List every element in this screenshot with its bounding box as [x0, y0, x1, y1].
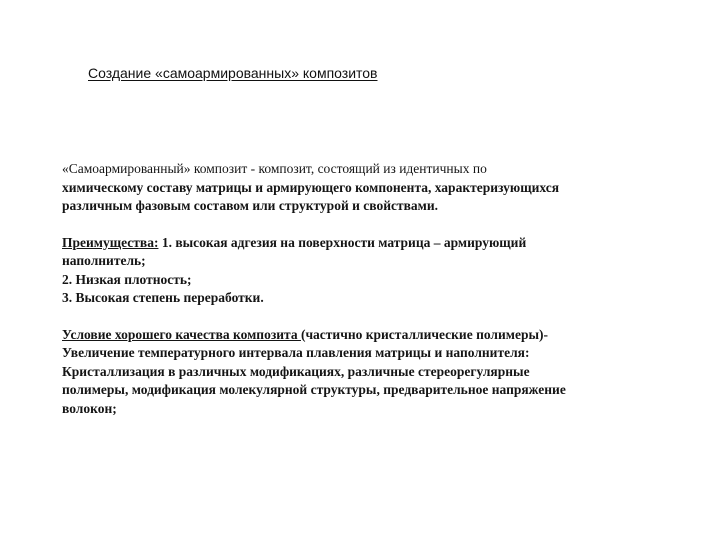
spacer [62, 216, 702, 234]
definition-paragraph [62, 160, 702, 216]
conditions-label: Условие хорошего качества композита [62, 326, 301, 342]
slide-title: Создание «самоармированных» композитов [88, 65, 378, 81]
conditions-line [62, 326, 702, 345]
advantages-label: Преимущества: [62, 234, 159, 250]
conditions-line: полимеры, модификация молекулярной структуры, предварительное напряжение [62, 382, 566, 397]
conditions-line: Кристаллизация в различных модификациях, различные стереорегулярные [62, 363, 530, 379]
definition-line: химическому составу матрицы и армирующего компонента, характеризующихся [62, 179, 560, 195]
advantage-item-3: 3. Высокая степень переработки. [62, 290, 264, 305]
conditions-note: (частично кристаллические полимеры)- [300, 326, 548, 342]
advantages-line [62, 234, 702, 253]
advantage-item-1: 1. высокая адгезия на поверхности матрица – армирующий [158, 234, 527, 250]
conditions-line: Увеличение температурного интервала плавления матрицы и наполнителя: [62, 345, 530, 360]
spacer [62, 308, 702, 326]
definition-line: различным фазовым составом или структурой и свойствами. [62, 198, 438, 213]
advantage-item-2: 2. Низкая плотность; [62, 271, 192, 287]
slide-body [62, 160, 702, 418]
advantages-paragraph [62, 234, 702, 308]
conditions-line: волокон; [62, 400, 117, 416]
conditions-paragraph [62, 326, 702, 419]
definition-line: «Самоармированный» композит - композит, состоящий из идентичных по [62, 161, 487, 176]
advantages-line: наполнитель; [62, 253, 146, 268]
